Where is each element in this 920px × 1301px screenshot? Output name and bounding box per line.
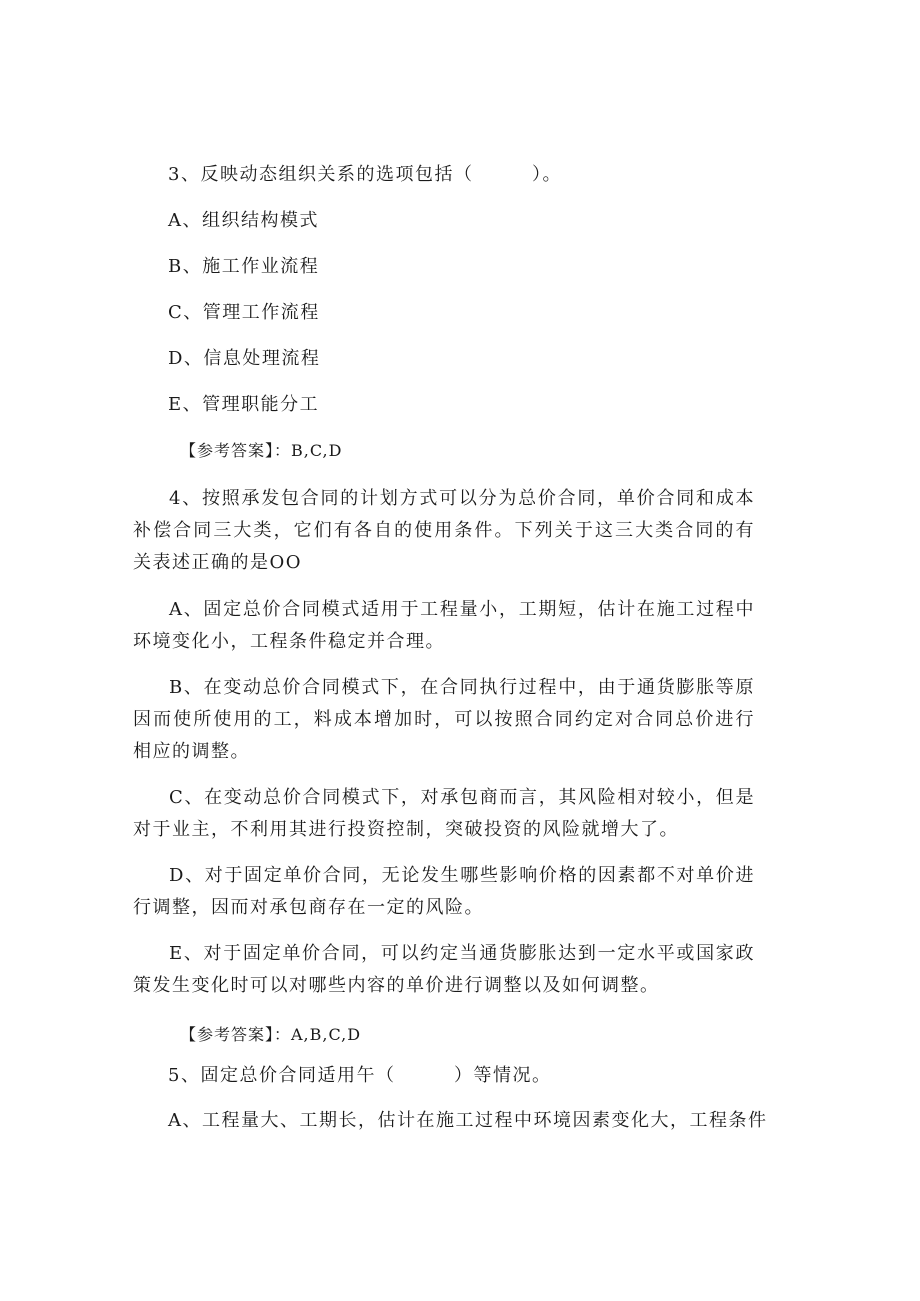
question-3-option-e: E、管理职能分工 <box>168 394 320 415</box>
question-3-option-d: D、信息处理流程 <box>168 348 321 369</box>
question-3-stem: 3、反映动态组织关系的选项包括（ ）。 <box>168 164 562 185</box>
question-4-stem: 4、按照承发包合同的计划方式可以分为总价合同，单价合同和成本补偿合同三大类，它们有各自的使用条件。下列关于这三大类合同的有关表述正确的是OO <box>133 488 755 573</box>
question-4-option-d: D、对于固定单价合同，无论发生哪些影响价格的因素都不对单价进行调整，因而对承包商存在一定的风险。 <box>133 865 755 918</box>
question-4-option-e: E、对于固定单价合同，可以约定当通货膨胀达到一定水平或国家政策发生变化时可以对哪些内容的单价进行调整以及如何调整。 <box>133 943 755 996</box>
question-4-option-c: C、在变动总价合同模式下，对承包商而言，其风险相对较小，但是对于业主，不利用其进行投资控制，突破投资的风险就增大了。 <box>133 787 755 840</box>
question-3-answer: 【参考答案】：B,C,D <box>180 441 343 460</box>
question-4-option-b: B、在变动总价合同模式下，在合同执行过程中，由于通货膨胀等原因而使所使用的工，料成本增加时，可以按照合同约定对合同总价进行相应的调整。 <box>133 677 755 762</box>
question-3-option-c: C、管理工作流程 <box>168 302 320 323</box>
question-3-option-b: B、施工作业流程 <box>168 256 320 277</box>
question-4-option-a: A、固定总价合同模式适用于工程量小，工期短，估计在施工过程中环境变化小，工程条件稳定并合理。 <box>133 599 755 652</box>
question-3-option-a: A、组织结构模式 <box>168 210 319 231</box>
question-4-answer: 【参考答案】：A,B,C,D <box>180 1025 362 1044</box>
question-5-stem: 5、固定总价合同适用午（ ）等情况。 <box>168 1065 552 1086</box>
question-5-option-a: A、工程量大、工期长，估计在施工过程中环境因素变化大，工程条件 <box>168 1110 768 1131</box>
